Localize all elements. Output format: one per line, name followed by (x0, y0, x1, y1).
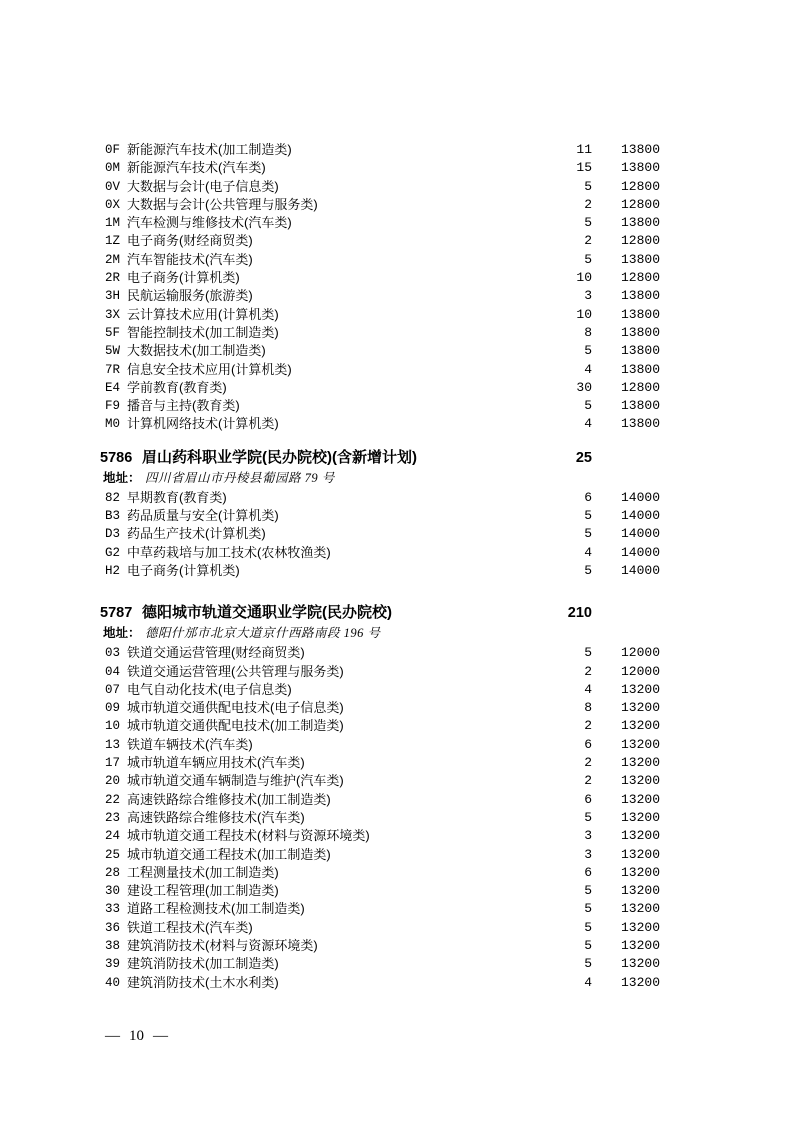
program-code: M0 (105, 417, 121, 432)
tuition-fee: 14000 (620, 508, 660, 524)
plan-count: 5 (584, 645, 592, 661)
program-name: 铁道工程技术(汽车类) (127, 919, 253, 935)
program-row (0, 644, 793, 662)
tuition-fee: 12800 (620, 379, 660, 395)
tuition-fee: 12000 (620, 645, 660, 661)
program-name: 铁道交通运营管理(财经商贸类) (127, 645, 305, 661)
plan-count: 5 (584, 883, 592, 899)
program-name: 新能源汽车技术(加工制造类) (127, 142, 292, 157)
institution-header (0, 602, 793, 624)
program-name: 建筑消防技术(材料与资源环境类) (127, 937, 318, 953)
program-code: 17 (105, 756, 121, 771)
program-name: 播音与主持(教育类) (127, 398, 240, 414)
page-footer (105, 1026, 168, 1046)
program-row (0, 955, 793, 973)
program-name: 汽车检测与维修技术(汽车类) (127, 215, 292, 231)
program-code: 5F (105, 325, 121, 340)
institution-name: 眉山药科职业学院(民办院校)(含新增计划) (142, 448, 417, 466)
plan-count: 5 (584, 343, 592, 359)
program-code: 04 (105, 664, 121, 679)
plan-count: 6 (584, 791, 592, 807)
program-row (0, 251, 793, 269)
tuition-fee: 13200 (620, 773, 660, 789)
program-row (0, 324, 793, 342)
program-name: 高速铁路综合维修技术(加工制造类) (127, 791, 331, 807)
tuition-fee: 13800 (620, 416, 660, 432)
tuition-fee: 13800 (620, 306, 660, 322)
address-text: 德阳什邡市北京大道京什西路南段 196 号 (144, 626, 381, 641)
program-code: 1M (105, 216, 121, 231)
tuition-fee: 13200 (620, 700, 660, 716)
address-label: 地址： (103, 470, 141, 485)
tuition-fee: 12800 (620, 178, 660, 194)
program-row (0, 214, 793, 232)
plan-count: 5 (584, 562, 592, 578)
plan-count: 3 (584, 828, 592, 844)
program-code: 30 (105, 884, 121, 899)
program-name: 铁道交通运营管理(公共管理与服务类) (127, 663, 344, 679)
plan-count: 5 (584, 398, 592, 414)
page-number: 10 (129, 1028, 144, 1044)
program-row (0, 544, 793, 562)
address-line (0, 624, 793, 642)
program-name: 城市轨道交通供配电技术(加工制造类) (127, 718, 344, 734)
plan-count: 6 (584, 736, 592, 752)
plan-count: 6 (584, 489, 592, 505)
program-code: 23 (105, 810, 121, 825)
plan-count: 5 (584, 215, 592, 231)
program-code: 3H (105, 289, 121, 304)
program-name: 药品生产技术(计算机类) (127, 526, 266, 542)
program-code: B3 (105, 509, 121, 524)
program-name: 电子商务(财经商贸类) (127, 233, 253, 249)
program-row (0, 974, 793, 992)
plan-count: 5 (584, 178, 592, 194)
tuition-fee: 13800 (620, 160, 660, 176)
institution-name: 德阳城市轨道交通职业学院(民办院校) (142, 604, 392, 622)
program-row (0, 699, 793, 717)
tuition-fee: 13200 (620, 736, 660, 752)
tuition-fee: 14000 (620, 526, 660, 542)
program-row (0, 342, 793, 360)
program-row (0, 663, 793, 681)
tuition-fee: 13800 (620, 251, 660, 267)
program-code: G2 (105, 545, 121, 560)
plan-count: 8 (584, 324, 592, 340)
program-name: 工程测量技术(加工制造类) (127, 864, 279, 880)
institution-total-count: 210 (567, 605, 592, 622)
tuition-fee: 12800 (620, 270, 660, 286)
plan-count: 5 (584, 919, 592, 935)
plan-count: 5 (584, 901, 592, 917)
tuition-fee: 13200 (620, 974, 660, 990)
program-name: 电气自动化技术(电子信息类) (127, 681, 292, 697)
program-name: 学前教育(教育类) (127, 379, 227, 395)
program-row (0, 736, 793, 754)
program-row (0, 562, 793, 580)
program-code: 39 (105, 957, 121, 972)
program-code: D3 (105, 527, 121, 542)
plan-count: 4 (584, 361, 592, 377)
plan-count: 4 (584, 416, 592, 432)
program-row (0, 489, 793, 507)
program-row (0, 178, 793, 196)
program-code: H2 (105, 563, 121, 578)
program-name: 城市轨道交通供配电技术(电子信息类) (127, 700, 344, 716)
plan-count: 4 (584, 681, 592, 697)
program-code: 10 (105, 719, 121, 734)
program-row (0, 415, 793, 433)
tuition-fee: 13200 (620, 901, 660, 917)
program-row (0, 827, 793, 845)
program-row (0, 196, 793, 214)
plan-count: 2 (584, 663, 592, 679)
plan-count: 6 (584, 864, 592, 880)
institution-total-count: 25 (575, 449, 592, 466)
tuition-fee: 13800 (620, 361, 660, 377)
program-row (0, 269, 793, 287)
program-name: 电子商务(计算机类) (127, 270, 240, 286)
program-row (0, 379, 793, 397)
program-code: 38 (105, 938, 121, 953)
program-name: 建筑消防技术(加工制造类) (127, 956, 279, 972)
tuition-fee: 13800 (620, 288, 660, 304)
program-row (0, 809, 793, 827)
tuition-fee: 13200 (620, 883, 660, 899)
plan-count: 2 (584, 196, 592, 212)
program-row (0, 159, 793, 177)
address-label: 地址： (103, 626, 141, 641)
program-name: 大数据与会计(电子信息类) (127, 178, 279, 194)
tuition-fee: 13200 (620, 681, 660, 697)
program-row (0, 919, 793, 937)
program-code: 20 (105, 774, 121, 789)
plan-count: 5 (584, 508, 592, 524)
program-name: 城市轨道交通工程技术(材料与资源环境类) (127, 828, 370, 844)
institution-header (0, 447, 793, 469)
program-row (0, 791, 793, 809)
tuition-fee: 13200 (620, 956, 660, 972)
footer-dash-left: — (105, 1028, 120, 1044)
program-row (0, 882, 793, 900)
program-code: 1Z (105, 234, 121, 249)
program-row (0, 525, 793, 543)
program-name: 信息安全技术应用(计算机类) (127, 361, 292, 377)
tuition-fee: 12800 (620, 233, 660, 249)
program-code: 2R (105, 271, 121, 286)
program-row (0, 287, 793, 305)
program-code: 82 (105, 490, 121, 505)
plan-count: 5 (584, 251, 592, 267)
section-program-rows (0, 644, 793, 992)
institution-section (0, 602, 793, 992)
institution-code: 5787 (100, 605, 133, 622)
program-name: 汽车智能技术(汽车类) (127, 251, 253, 267)
tuition-fee: 13800 (620, 398, 660, 414)
tuition-fee: 13200 (620, 864, 660, 880)
tuition-fee: 12000 (620, 663, 660, 679)
tuition-fee: 13200 (620, 755, 660, 771)
plan-count: 8 (584, 700, 592, 716)
tuition-fee: 13800 (620, 343, 660, 359)
program-code: 0V (105, 179, 121, 194)
plan-count: 2 (584, 233, 592, 249)
program-name: 民航运输服务(旅游类) (127, 288, 253, 304)
tuition-fee: 13200 (620, 718, 660, 734)
institution-code: 5786 (100, 449, 133, 466)
tuition-fee: 12800 (620, 196, 660, 212)
program-code: 7R (105, 362, 121, 377)
program-code: 3X (105, 307, 121, 322)
program-row (0, 937, 793, 955)
plan-count: 3 (584, 846, 592, 862)
program-row (0, 900, 793, 918)
program-code: 28 (105, 865, 121, 880)
program-code: 40 (105, 975, 121, 990)
plan-count: 5 (584, 956, 592, 972)
plan-count: 2 (584, 773, 592, 789)
program-row (0, 397, 793, 415)
tuition-fee: 13200 (620, 809, 660, 825)
program-row (0, 507, 793, 525)
plan-count: 5 (584, 937, 592, 953)
plan-count: 11 (576, 142, 592, 157)
program-name: 早期教育(教育类) (127, 489, 227, 505)
program-name: 大数据技术(加工制造类) (127, 343, 266, 359)
program-code: 0M (105, 161, 121, 176)
program-name: 计算机网络技术(计算机类) (127, 416, 279, 432)
program-row (0, 141, 793, 159)
program-row (0, 232, 793, 250)
program-name: 大数据与会计(公共管理与服务类) (127, 196, 318, 212)
plan-count: 10 (576, 270, 592, 286)
footer-dash-right: — (153, 1028, 168, 1044)
program-row (0, 864, 793, 882)
tuition-fee: 13200 (620, 828, 660, 844)
plan-count: 30 (576, 379, 592, 395)
section-program-rows (0, 489, 793, 580)
plan-count: 2 (584, 718, 592, 734)
program-row (0, 361, 793, 379)
plan-count: 4 (584, 544, 592, 560)
program-code: F9 (105, 399, 121, 414)
program-name: 云计算技术应用(计算机类) (127, 306, 279, 322)
program-row (0, 306, 793, 324)
program-code: 0X (105, 197, 121, 212)
continuation-program-rows (0, 141, 793, 434)
program-code: 03 (105, 646, 121, 661)
tuition-fee: 13200 (620, 846, 660, 862)
program-name: 中草药栽培与加工技术(农林牧渔类) (127, 544, 331, 560)
tuition-fee: 13800 (620, 142, 660, 157)
program-code: 25 (105, 847, 121, 862)
program-name: 道路工程检测技术(加工制造类) (127, 901, 305, 917)
tuition-fee: 13800 (620, 215, 660, 231)
program-code: E4 (105, 380, 121, 395)
program-row (0, 772, 793, 790)
plan-count: 2 (584, 755, 592, 771)
plan-count: 3 (584, 288, 592, 304)
program-name: 智能控制技术(加工制造类) (127, 324, 279, 340)
program-row (0, 846, 793, 864)
plan-count: 15 (576, 160, 592, 176)
program-name: 铁道车辆技术(汽车类) (127, 736, 253, 752)
program-name: 药品质量与安全(计算机类) (127, 508, 279, 524)
program-name: 建筑消防技术(土木水利类) (127, 974, 279, 990)
program-code: 09 (105, 701, 121, 716)
tuition-fee: 13200 (620, 937, 660, 953)
program-name: 电子商务(计算机类) (127, 562, 240, 578)
tuition-fee: 13800 (620, 324, 660, 340)
program-row (0, 754, 793, 772)
program-code: 5W (105, 344, 121, 359)
program-row (0, 681, 793, 699)
plan-count: 10 (576, 306, 592, 322)
tuition-fee: 13200 (620, 791, 660, 807)
program-code: 2M (105, 252, 121, 267)
tuition-fee: 14000 (620, 489, 660, 505)
program-code: 07 (105, 682, 121, 697)
program-name: 建设工程管理(加工制造类) (127, 883, 279, 899)
program-code: 0F (105, 143, 121, 157)
program-code: 13 (105, 737, 121, 752)
program-code: 24 (105, 829, 121, 844)
program-name: 城市轨道交通车辆制造与维护(汽车类) (127, 773, 344, 789)
program-code: 36 (105, 920, 121, 935)
tuition-fee: 13200 (620, 919, 660, 935)
plan-count: 5 (584, 809, 592, 825)
plan-count: 4 (584, 974, 592, 990)
program-code: 22 (105, 792, 121, 807)
institution-sections (0, 447, 793, 992)
program-code: 33 (105, 902, 121, 917)
tuition-fee: 14000 (620, 544, 660, 560)
tuition-fee: 14000 (620, 562, 660, 578)
program-name: 高速铁路综合维修技术(汽车类) (127, 809, 305, 825)
program-name: 城市轨道交通工程技术(加工制造类) (127, 846, 331, 862)
program-name: 城市轨道车辆应用技术(汽车类) (127, 755, 305, 771)
plan-count: 5 (584, 526, 592, 542)
program-row (0, 717, 793, 735)
address-line (0, 469, 793, 487)
institution-section (0, 447, 793, 580)
address-text: 四川省眉山市丹棱县葡园路 79 号 (144, 470, 335, 485)
program-name: 新能源汽车技术(汽车类) (127, 160, 266, 176)
